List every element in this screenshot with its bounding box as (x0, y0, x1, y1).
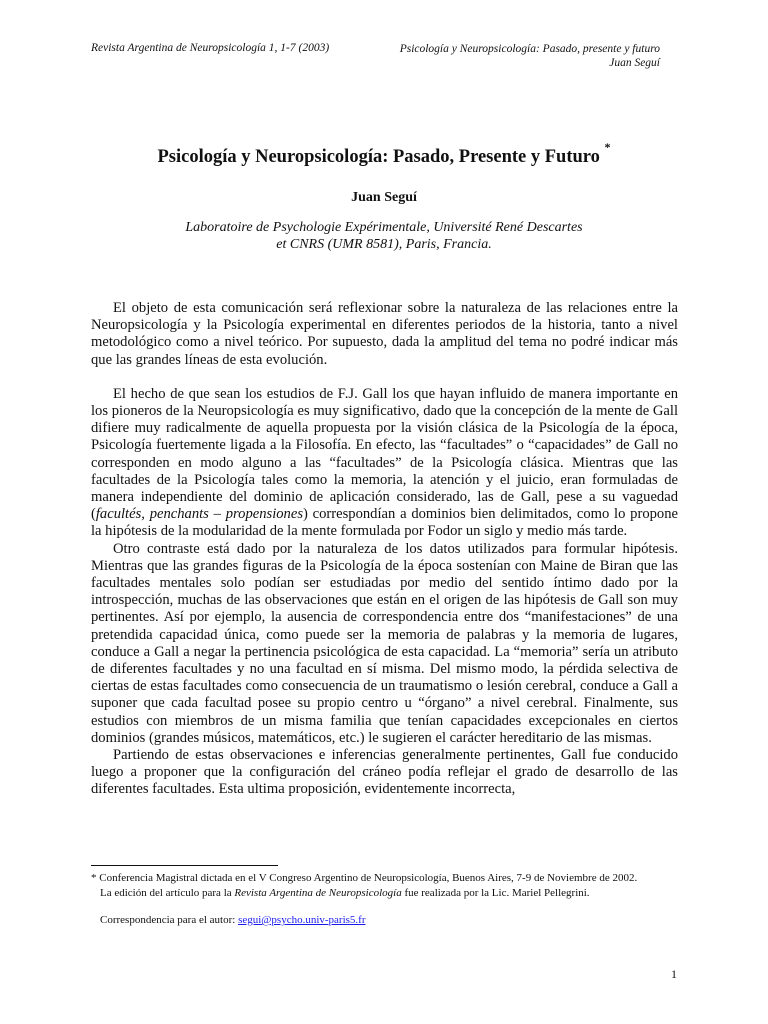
running-header-journal: Revista Argentina de Neuropsicología 1, 1-7 (2003) (91, 42, 330, 54)
footnote-line-2-b: fue realizada por la Lic. Mariel Pellegrini. (401, 886, 590, 899)
paragraph-2-italic: facultés, penchants – propensiones (95, 506, 303, 523)
running-header-author: Juan Seguí (609, 57, 660, 69)
author-name: Juan Seguí (351, 190, 417, 205)
correspondence-label: Correspondencia para el autor: (100, 914, 239, 926)
affiliation (0, 219, 768, 253)
page-number: 1 (671, 967, 677, 981)
article-body (91, 300, 678, 799)
author-email-link[interactable]: segui@psycho.univ-paris5.fr (238, 914, 366, 926)
article-title-text: Psicología y Neuropsicología: Pasado, Presente y Futuro (157, 147, 600, 168)
correspondence-line (91, 913, 691, 928)
paragraph-4: Partiendo de estas observaciones e inferencias generalmente pertinentes, Gall fue conducido luego a proponer que la configuración del cráneo podía reflejar el grado de desarrollo de las diferentes facultades. Esta ultima proposición, evidentemente incorrecta, (91, 747, 678, 798)
paragraph-2-text-a: El hecho de que sean los estudios de F.J. Gall los que hayan influido de manera importante en los pioneros de la Neuropsicología es muy significativo, dado que la concepción de la mente de Gall difiere muy radicalmente de aquella propuesta por la visión clásica de la Psicología de la época, Psicología fuertemente ligada a la Filosofía. En efecto, las “facultades” o “capacidades” de Gall no corresponden en modo alguno a las “facultades” de la Psicología clásica. Mientras que las facultades de la Psicología tales como la memoria, la atención y el juicio, eran formuladas de manera independiente del dominio de aplicación considerado, las de Gall, pese a su vaguedad ( (91, 385, 678, 523)
footnote-line-2 (91, 886, 691, 901)
footnote-journal-name: Revista Argentina de Neuropsicología (234, 886, 402, 899)
paragraph-2-text-b: ) correspondían a dominios bien delimitados, como lo propone la hipótesis de la modularidad de la mente formulada por Fodor un siglo y medio más tarde. (91, 506, 678, 540)
footnote-line-1: * Conferencia Magistral dictada en el V Congreso Argentino de Neuropsicología, Buenos Aires, 7-9 de Noviembre de 2002. (91, 872, 638, 884)
article-title (0, 140, 768, 168)
paragraph-3: Otro contraste está dado por la naturaleza de los datos utilizados para formular hipótesis. Mientras que las grandes figuras de la Psicología de la época sostenían con Maine de Biran que las facultades mentales solo podían ser estudiadas por medio del sentido íntimo dado por la introspección, muchas de las observaciones que están en el origen de las hipótesis de Gall son muy pertinentes. Así por ejemplo, la ausencia de correspondencia entre dos “manifestaciones” de una pretendida capacidad única, como puede ser la memoria de palabras y la memoria de lugares, conduce a Gall a negar la pertinencia psicológica de esta capacidad. La “memoria” sería un atributo de diferentes facultades y no una facultad en sí misma. Del mismo modo, la pérdida selectiva de ciertas de estas facultades como consecuencia de un traumatismo o lesión cerebral, conduce a Gall a suponer que cada facultad posee su propio centro u “órgano” a nivel cerebral. Finalmente, sus estudios con miembros de un misma familia que tenían capacidades excepcionales en ciertos dominios (grandes músicos, matemáticos, etc.) le sugieren el carácter hereditario de las mismas. (91, 540, 678, 746)
footnotes (91, 871, 691, 928)
footnote-marker: * (604, 140, 611, 154)
footnote-separator (91, 865, 278, 866)
running-header-article (400, 42, 660, 70)
footnote-line-2-a: La edición del artículo para la (100, 886, 235, 899)
affiliation-line-1: Laboratoire de Psychologie Expérimentale, Université René Descartes (185, 220, 583, 235)
affiliation-line-2: et CNRS (UMR 8581), Paris, Francia. (276, 237, 492, 252)
paragraph-2 (91, 386, 678, 541)
running-header-title: Psicología y Neuropsicología: Pasado, presente y futuro (399, 43, 660, 55)
paragraph-1: El objeto de esta comunicación será reflexionar sobre la naturaleza de las relaciones entre la Neuropsicología y la Psicología experimental en diferentes periodos de la historia, tanto a nivel metodológico como a nivel teórico. Por supuesto, dada la amplitud del tema no podré indicar más que las grandes líneas de esta evolución. (91, 300, 678, 368)
